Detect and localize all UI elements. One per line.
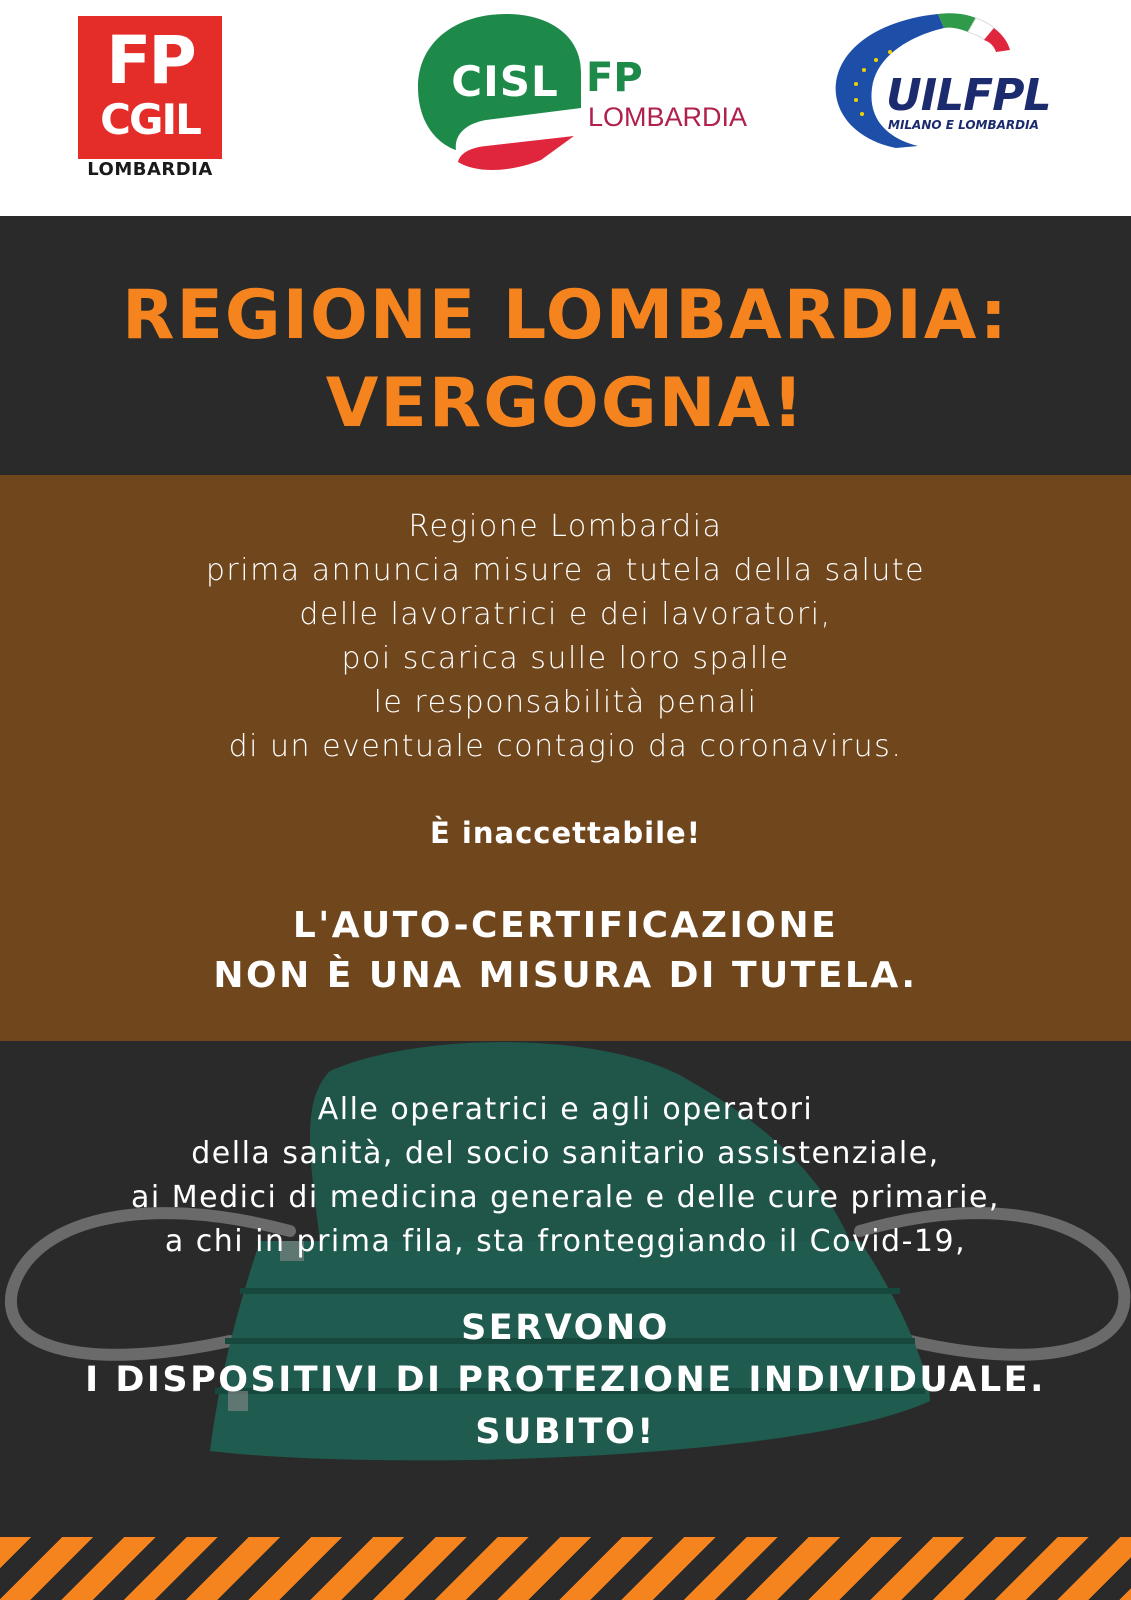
statement-claim	[0, 901, 1131, 1001]
cgil-logo-fp: FP	[106, 22, 194, 99]
cisl-fp-logo	[416, 12, 746, 177]
appeal-line: ai Medici di medicina generale e delle cure primarie,	[131, 1180, 1000, 1215]
statement-line: delle lavoratrici e dei lavoratori,	[299, 597, 832, 632]
hazard-stripes	[0, 1537, 1131, 1600]
appeal-line: Alle operatrici e agli operatori	[317, 1092, 814, 1127]
title-line-1: REGIONE LOMBARDIA:	[122, 276, 1009, 355]
cgil-logo-cgil: CGIL	[100, 95, 200, 144]
fp-cgil-logo	[78, 16, 222, 181]
uil-logo-subtitle: MILANO E LOMBARDIA	[888, 118, 1039, 132]
cisl-logo-fp: FP	[586, 55, 643, 101]
statement-line: poi scarica sulle loro spalle	[341, 641, 790, 676]
page-title	[0, 272, 1131, 448]
cgil-logo-region: LOMBARDIA	[87, 159, 213, 180]
header-logos	[0, 0, 1131, 216]
demand-line: I DISPOSITIVI DI PROTEZIONE INDIVIDUALE.	[85, 1360, 1046, 1400]
demand-text	[0, 1302, 1131, 1458]
claim-line: L'AUTO-CERTIFICAZIONE	[292, 905, 839, 946]
uil-logo-name: UILFPL	[886, 70, 1051, 121]
title-line-2: VERGOGNA!	[325, 364, 806, 443]
statement-text	[0, 505, 1131, 769]
statement-line: le responsabilità penali	[373, 685, 758, 720]
statement-line: di un eventuale contagio da coronavirus.	[228, 729, 903, 764]
demand-line: SUBITO!	[475, 1412, 656, 1452]
statement-line: Regione Lombardia	[408, 509, 723, 544]
cisl-logo-region: LOMBARDIA	[588, 102, 748, 132]
statement-line: prima annuncia misure a tutela della salute	[205, 553, 926, 588]
cisl-logo-mark: CISL	[451, 57, 559, 106]
appeal-line: della sanità, del socio sanitario assistenziale,	[191, 1136, 940, 1171]
statement-accent: È inaccettabile!	[430, 816, 701, 850]
appeal-line: a chi in prima fila, sta fronteggiando il Covid-19,	[164, 1224, 967, 1259]
uil-fpl-logo	[826, 10, 1066, 160]
demand-line: SERVONO	[461, 1308, 670, 1348]
appeal-text	[0, 1088, 1131, 1264]
claim-line: NON È UNA MISURA DI TUTELA.	[213, 955, 918, 996]
statement-panel	[0, 475, 1131, 1041]
